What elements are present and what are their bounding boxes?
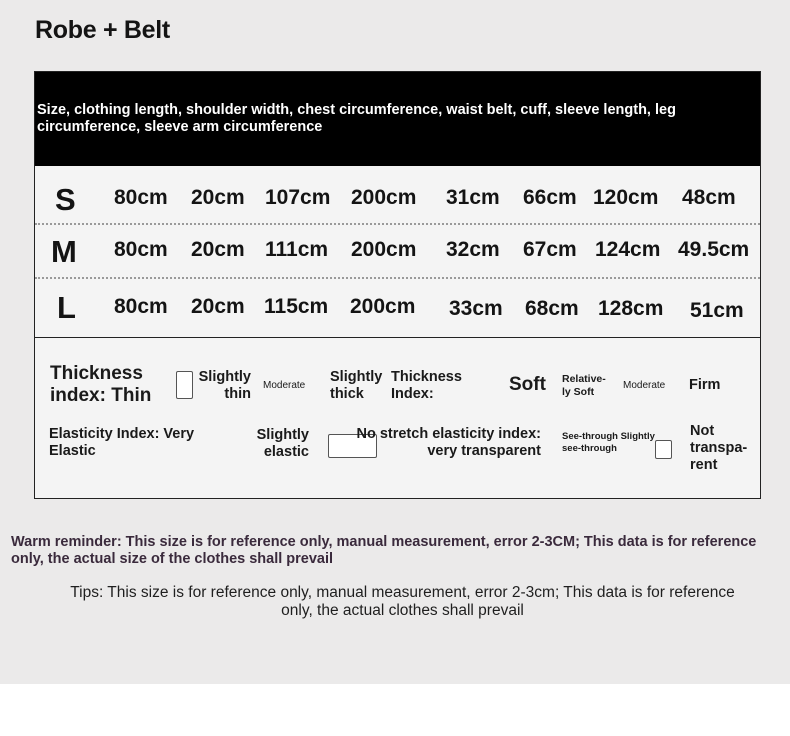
see-through-label: See-through Slightly see-through — [562, 431, 655, 454]
cell-arm: 48cm — [682, 186, 736, 209]
tips-text: Tips: This size is for reference only, manual measurement, error 2-3cm; This data is for reference only, the actual clothes shall prevail — [70, 584, 735, 619]
cell-shoulder: 20cm — [191, 238, 245, 261]
firm-label: Firm — [689, 377, 721, 393]
thickness-title: Thickness index: Thin — [50, 363, 152, 406]
cell-chest: 115cm — [264, 295, 329, 318]
warm-reminder: Warm reminder: This size is for reference only, manual measurement, error 2-3CM; This data is for reference only, the actual size of the clothes shall prevail — [11, 534, 757, 567]
cell-belt: 200cm — [350, 295, 416, 318]
cell-sleeve: 67cm — [523, 238, 577, 261]
page-title: Robe + Belt — [35, 16, 170, 44]
cell-leg: 120cm — [593, 186, 659, 209]
soft-label: Soft — [509, 374, 546, 395]
cell-belt: 200cm — [351, 238, 417, 261]
header-text: Size, clothing length, shoulder width, chest circumference, waist belt, cuff, sleeve length, leg circumference, sleeve arm circumference — [37, 102, 676, 135]
cell-cuff: 33cm — [449, 297, 503, 320]
thickness-swatch — [176, 371, 193, 399]
cell-arm: 49.5cm — [678, 238, 750, 261]
thickness-index-label: Thickness Index: — [391, 369, 462, 402]
size-label: S — [55, 182, 76, 217]
table-row-l — [35, 279, 760, 337]
size-label: L — [57, 290, 76, 325]
cell-shoulder: 20cm — [191, 295, 245, 318]
moderate-label-2: Moderate — [623, 380, 666, 391]
slightly-elastic-label: Slightly elastic — [256, 427, 309, 460]
table-header — [35, 72, 760, 166]
cell-length: 80cm — [114, 295, 168, 318]
relatively-soft-label: Relative-ly Soft — [562, 373, 606, 398]
transparency-swatch — [655, 440, 672, 459]
cell-length: 80cm — [114, 238, 168, 261]
table-row-s — [35, 166, 760, 222]
cell-cuff: 32cm — [446, 238, 500, 261]
cell-sleeve: 66cm — [523, 186, 577, 209]
slightly-thin-label: Slightly thin — [198, 369, 251, 402]
section-divider — [35, 337, 760, 338]
cell-shoulder: 20cm — [191, 186, 245, 209]
size-chart-table — [34, 71, 761, 499]
cell-leg: 128cm — [598, 297, 664, 320]
moderate-label: Moderate — [263, 380, 306, 391]
table-row-m — [35, 225, 760, 277]
cell-belt: 200cm — [351, 186, 417, 209]
size-label: M — [51, 234, 77, 269]
cell-sleeve: 68cm — [525, 297, 579, 320]
cell-length: 80cm — [114, 186, 168, 209]
cell-chest: 107cm — [265, 186, 331, 209]
no-stretch-label: No stretch elasticity index: very transparent — [356, 426, 541, 459]
slightly-thick-label: Slightly thick — [330, 369, 383, 402]
not-transparent-label: Not transpa-rent — [690, 423, 748, 473]
cell-cuff: 31cm — [446, 186, 500, 209]
elasticity-title: Elasticity Index: Very Elastic — [49, 426, 195, 459]
cell-leg: 124cm — [595, 238, 661, 261]
cell-arm: 51cm — [690, 299, 744, 322]
cell-chest: 111cm — [265, 238, 329, 261]
